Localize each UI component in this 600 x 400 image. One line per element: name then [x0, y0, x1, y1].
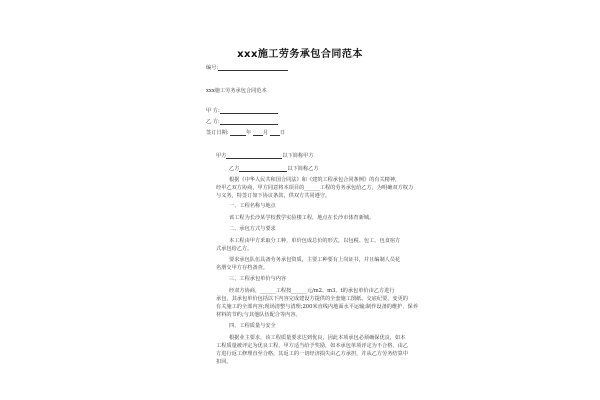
day-blank — [270, 130, 280, 136]
section-3-title: 三、工程承包单价与内容 — [229, 276, 287, 282]
intro-a-suffix: 以下简称甲方 — [282, 153, 314, 159]
section-2-line: 本工程由甲方釆取分工种，单价包成总价的形式，以包税、包工、包食宿方 — [229, 238, 401, 244]
party-b-label: 乙 方: — [206, 119, 220, 125]
year-label: 年 — [246, 130, 252, 136]
sign-date-line — [206, 130, 285, 136]
intro-party-a — [216, 153, 314, 159]
intro-b-blank — [239, 166, 287, 172]
day-label: 日 — [279, 130, 286, 136]
sign-date-label: 签订日期: — [206, 130, 229, 136]
preamble-line: 根据《中华人民共和国合同法》和《建筑工程承包合同条例》的有关精神， — [229, 177, 401, 183]
section-4-line: 方进行返工修理直至合格，其返工的一切经济损失由乙方承担，并从乙方劳务结算中 — [216, 351, 408, 357]
section-1-title: 一、工程名称与地点 — [229, 203, 276, 209]
preamble-line: 经甲乙双方协商，甲方同意将本项目的______工程的劳务承包给乙方，为明确双方权力 — [216, 185, 414, 191]
number-blank — [218, 65, 288, 71]
document-title: xxx施工劳务承包合同范本 — [237, 49, 363, 60]
month-blank — [253, 130, 263, 136]
section-4-title: 四、工程质量与安全 — [229, 323, 276, 329]
section-3-line: 承包，其承包单价包括以下内容完成建设方提供的全套施工图纸、交底纪要、变更的 — [216, 296, 408, 302]
party-b-blank — [220, 119, 278, 125]
intro-b-suffix: 以下简称乙方 — [287, 166, 319, 172]
section-4-line: 根据业主要求，该工程质量要求达到优良，因此本项承包必须确保优良，如本 — [229, 335, 406, 341]
section-3-line: 材料的节约;与其他队伍配合等内容。 — [216, 312, 301, 318]
section-1-text: 该工程为长沙某学校教学实验楼工程，地点在长沙市体育新城。 — [229, 215, 375, 221]
section-2-title: 二、承包方式与要求 — [229, 226, 276, 232]
intro-a-prefix: 甲方 — [216, 153, 227, 159]
section-2-line: 名册交甲方存档备查。 — [216, 265, 268, 271]
subtitle: xxx施工劳务承包合同范本 — [206, 88, 267, 94]
party-a-line — [206, 108, 278, 114]
intro-party-b — [229, 166, 319, 172]
preamble-line: 与义务，特签订如下协议条款，供双方共同遵守。 — [216, 193, 331, 199]
number-line — [206, 65, 288, 71]
number-label: 编号: — [206, 65, 219, 71]
section-3-line: 经双方协商，______工程按______元/m2、m3、t的承包单价由乙方进行 — [229, 288, 395, 294]
party-a-blank — [220, 108, 278, 114]
section-3-line: 有关施工的全部内容;现场清整与清理;200米直线内地面水平运输;制作设备的维护、保养 — [216, 304, 418, 310]
month-label: 月 — [263, 130, 269, 136]
section-4-line: 工程质量被评定为优良工程，甲方适当给予奖励，如本承包单项评定为不合格，由乙 — [216, 343, 408, 349]
section-4-line: 扣回。 — [216, 359, 232, 365]
party-b-line — [206, 119, 278, 125]
intro-a-blank — [226, 153, 282, 159]
year-blank — [230, 130, 246, 136]
section-2-line: 要求承包队伍具备劳务承包资质，主要工种要有上岗证书，并且编制人员花 — [229, 257, 401, 263]
section-2-line: 式承包给乙方。 — [216, 246, 253, 252]
party-a-label: 甲 方: — [206, 108, 220, 114]
intro-b-prefix: 乙方 — [229, 166, 240, 172]
